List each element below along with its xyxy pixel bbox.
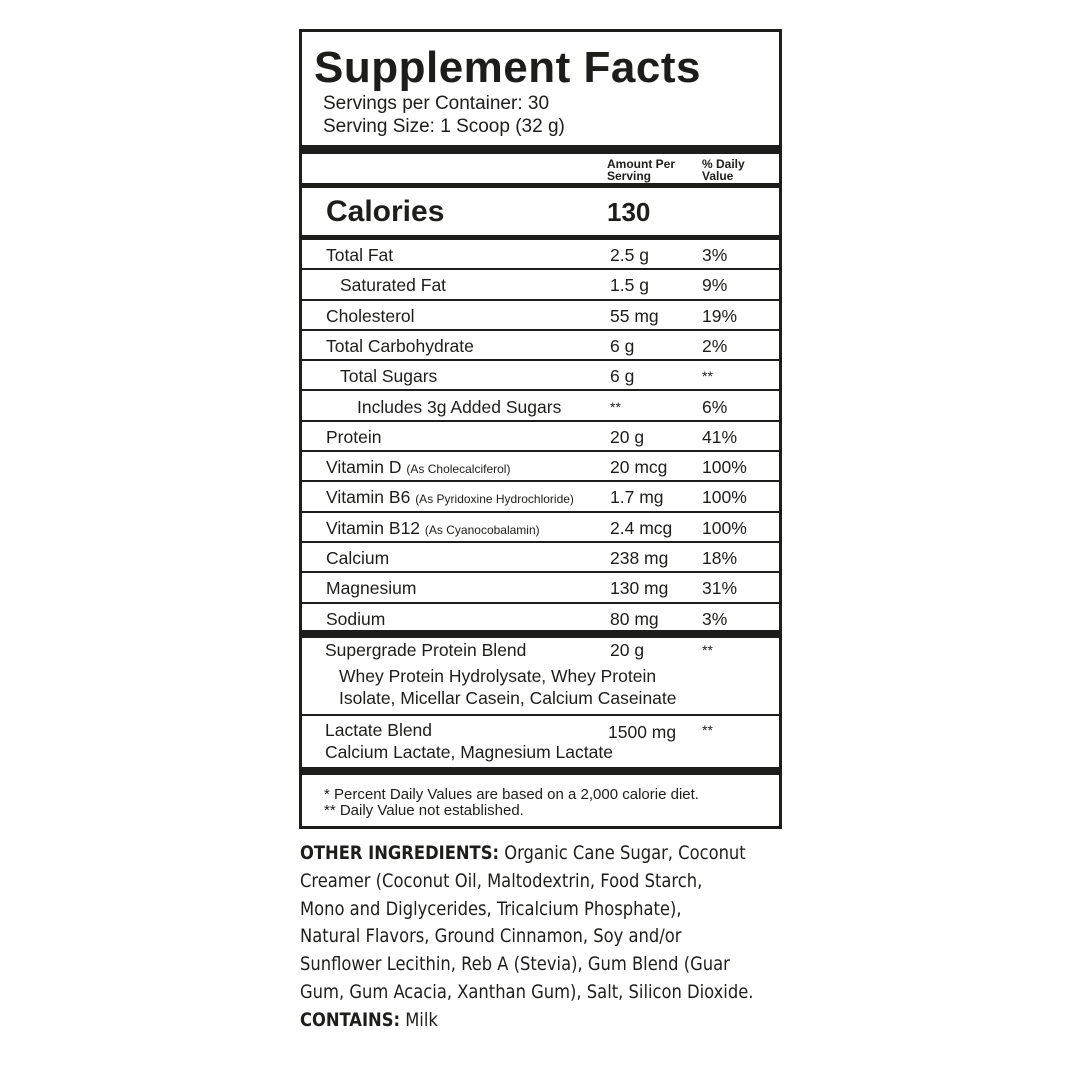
nutrient-daily-value: 100% [702,517,747,538]
contains-value: Milk [405,1008,438,1031]
nutrient-name: Sodium [326,608,386,629]
nutrient-daily-value: 19% [702,305,738,326]
blend-daily-value: ** [702,642,713,658]
nutrient-name: Includes 3g Added Sugars [357,396,562,417]
nutrient-daily-value: 3% [702,608,728,629]
nutrient-daily-value: 6% [702,396,728,417]
blend-ingredients: Isolate, Micellar Casein, Calcium Caseinate [339,688,677,708]
panel-title: Supplement Facts [314,43,701,92]
nutrient-source-note: (As Pyridoxine Hydrochloride) [415,492,574,507]
nutrient-row [302,513,779,543]
ingredients-text: Mono and Diglycerides, Tricalcium Phosphate), [300,897,682,920]
nutrient-name: Vitamin B6 (As Pyridoxine Hydrochloride) [326,487,574,508]
blend-daily-value: ** [702,722,713,738]
serving-size: Serving Size: 1 Scoop (32 g) [323,116,565,137]
nutrient-amount: 2.4 mcg [610,517,673,538]
nutrient-amount: 130 mg [610,578,669,599]
ingredients-text: Organic Cane Sugar, Coconut [504,842,746,864]
nutrient-name: Vitamin D (As Cholecalciferol) [326,457,511,478]
nutrient-name: Total Sugars [340,366,438,387]
nutrient-row [302,361,779,391]
nutrient-daily-value: ** [702,368,713,385]
nutrient-daily-value: 100% [702,457,747,478]
blend-name: Lactate Blend [325,720,433,740]
nutrient-amount: 6 g [610,366,635,387]
nutrient-name: Calcium [326,548,390,568]
nutrient-daily-value: 2% [702,335,728,356]
column-header-amount: Amount Per Serving [607,157,676,183]
ingredients-text: Creamer (Coconut Oil, Maltodextrin, Food Starch, [300,869,703,892]
nutrient-daily-value: 41% [702,426,738,447]
nutrient-row [302,422,779,452]
nutrient-name: Magnesium [326,578,417,599]
ingredients-text: Sunflower Lecithin, Reb A (Stevia), Gum Blend (Guar [300,953,730,976]
nutrient-name: Total Carbohydrate [326,335,474,356]
column-header-daily-value: % Daily Value [702,157,745,183]
calories-label: Calories [326,195,445,228]
nutrient-daily-value: 31% [702,578,738,599]
blend-amount: 1500 mg [608,722,677,742]
footnote-dv-not-established: ** Daily Value not established. [324,802,524,819]
contains-label: CONTAINS: [300,1008,401,1031]
nutrient-row [302,331,779,361]
nutrient-row [302,240,779,270]
nutrient-amount: 80 mg [610,608,659,629]
footnote-percent-dv: * Percent Daily Values are based on a 2,000 calorie diet. [324,786,699,803]
nutrient-daily-value: 3% [702,245,728,265]
nutrient-amount: ** [610,398,621,415]
nutrient-name: Saturated Fat [340,275,447,296]
nutrient-name: Total Fat [326,245,394,265]
other-ingredients [300,840,778,1035]
row-divider [302,714,779,716]
blend-amount: 20 g [610,640,645,660]
nutrient-row [302,270,779,300]
nutrient-amount: 238 mg [610,548,669,568]
nutrient-amount: 55 mg [610,305,659,326]
blend-ingredients: Whey Protein Hydrolysate, Whey Protein [339,666,657,686]
thick-divider [302,767,779,775]
ingredients-text: Gum, Gum Acacia, Xanthan Gum), Salt, Silicon Dioxide. [300,980,754,1003]
nutrient-name: Protein [326,426,382,447]
nutrient-row [302,452,779,482]
nutrient-name: Vitamin B12 (As Cyanocobalamin) [326,517,540,538]
calories-value: 130 [607,197,651,227]
blend-ingredients: Calcium Lactate, Magnesium Lactate [325,742,613,762]
nutrient-row [302,301,779,331]
thick-divider [302,145,779,154]
nutrient-daily-value: 9% [702,275,728,296]
thick-divider [302,630,779,638]
nutrient-amount: 1.7 mg [610,487,664,508]
nutrient-amount: 2.5 g [610,245,649,265]
nutrient-name: Cholesterol [326,305,415,326]
nutrient-row [302,543,779,573]
nutrient-amount: 6 g [610,335,635,356]
nutrient-amount: 20 g [610,426,645,447]
nutrient-daily-value: 100% [702,487,747,508]
nutrient-source-note: (As Cholecalciferol) [406,462,511,477]
blend-name: Supergrade Protein Blend [325,640,527,660]
nutrient-row [302,482,779,512]
ingredients-text: Natural Flavors, Ground Cinnamon, Soy and/or [300,925,682,948]
nutrient-amount: 1.5 g [610,275,649,296]
supplement-facts-panel [299,29,782,829]
nutrient-source-note: (As Cyanocobalamin) [424,522,540,537]
header-divider [302,183,779,188]
nutrient-row [302,392,779,422]
servings-per-container: Servings per Container: 30 [323,93,550,114]
nutrient-row [302,573,779,603]
other-ingredients-label: OTHER INGREDIENTS: [300,842,500,864]
nutrient-amount: 20 mcg [610,457,668,478]
nutrient-daily-value: 18% [702,548,738,568]
